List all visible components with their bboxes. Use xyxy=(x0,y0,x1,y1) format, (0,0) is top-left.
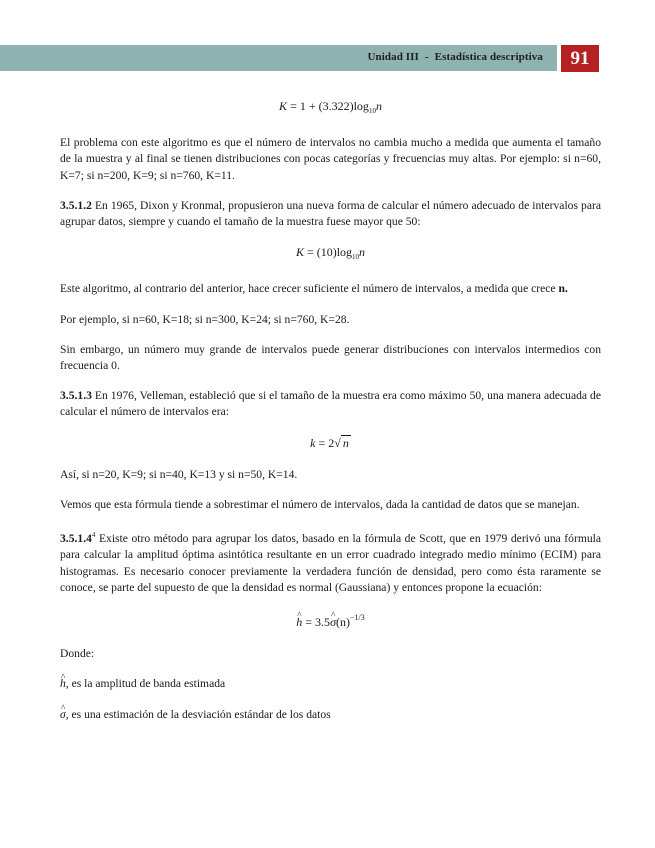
paragraph-algorithm-growth: Este algoritmo, al contrario del anterior, hace crecer suficiente el número de intervalos, a medida que crece n. xyxy=(60,282,568,296)
formula-dixon-kronmal: $K = (10)\log_{10}n$ xyxy=(295,245,366,262)
section-number: 3.5.1.4 xyxy=(60,532,92,546)
page-content xyxy=(60,98,601,737)
section-3-5-1-4: 3.5.1.4$^4$ Existe otro método para agrupar los datos, basado en la fórmula de Scott, que en 1979 derivó una fórmula para calcular la amplitud óptima asintótica resultante en un error cuadrado integrado medio mínimo (ECIM) para histogramas. Es necesario conocer previamente la verdadera función de densidad, pero como ésta raramente se conoce, se parte del supuesto de que la densidad es normal (Gaussiana) y entonces propone la ecuación: xyxy=(60,531,601,594)
definition-sigma: ^ σ, es una estimación de la desviación estándar de los datos xyxy=(60,707,601,723)
formula-velleman: k = 2√ n xyxy=(310,435,349,450)
donde-label: Donde: xyxy=(60,647,95,661)
page-number-badge: 91 xyxy=(561,45,599,72)
header-separator: - xyxy=(424,51,429,63)
header-band xyxy=(0,45,557,71)
definition-h: ^ h, es la amplitud de banda estimada xyxy=(60,676,601,692)
chapter-title: Estadística descriptiva xyxy=(434,51,543,63)
unit-label: Unidad III xyxy=(367,51,419,63)
formula-sturges: $K = 1 + (3.322)\log_{10}n$ xyxy=(279,99,382,115)
section-3-5-1-2: 3.5.1.2 En 1965, Dixon y Kronmal, propusieron una nueva forma de calcular el número adecuado de intervalos para agrupar datos, siempre y cuando el tamaño de la muestra fuese mayor que 50: xyxy=(60,198,601,229)
sturges-example: Por ejemplo: si n=60, K=7; si n=200, K=9; si n=760, K=11. xyxy=(60,152,601,182)
paragraph-overestimate: Vemos que esta fórmula tiende a sobrestimar el número de intervalos, dada la cantidad de datos que se manejan. xyxy=(60,498,580,512)
header-title xyxy=(367,51,543,63)
paragraph-example-2: Por ejemplo, si n=60, K=18; si n=300, K=24; si n=760, K=28. xyxy=(60,312,350,326)
sqrt-symbol: √ xyxy=(334,435,341,450)
formula-scott: ^ h = 3.5^ $\sigma(n)^{-1/3}$ xyxy=(60,610,601,630)
paragraph-sturges-problem: El problema con este algoritmo es que el número de intervalos no cambia mucho a medida que aumenta el tamaño de la muestra y al final se tienen distribuciones con pocas categorías y frecuencias muy altas. Por ejemplo: si n=60, K=7; si n=200, K=9; si n=760, K=11. xyxy=(60,136,601,182)
footnote-marker: 4 xyxy=(91,531,96,540)
section-number: 3.5.1.3 xyxy=(60,389,92,403)
section-number: 3.5.1.2 xyxy=(60,198,92,212)
paragraph-example-3: Así, si n=20, K=9; si n=40, K=13 y si n=50, K=14. xyxy=(60,467,298,481)
section-3-5-1-3: 3.5.1.3 En 1976, Velleman, estableció que si el tamaño de la muestra era como máximo 50, una manera adecuada de calcular el número de intervalos era: xyxy=(60,389,602,419)
paragraph-large-intervals: Sin embargo, un número muy grande de intervalos puede generar distribuciones con intervalos intermedios con frecuencia 0. xyxy=(60,342,601,373)
